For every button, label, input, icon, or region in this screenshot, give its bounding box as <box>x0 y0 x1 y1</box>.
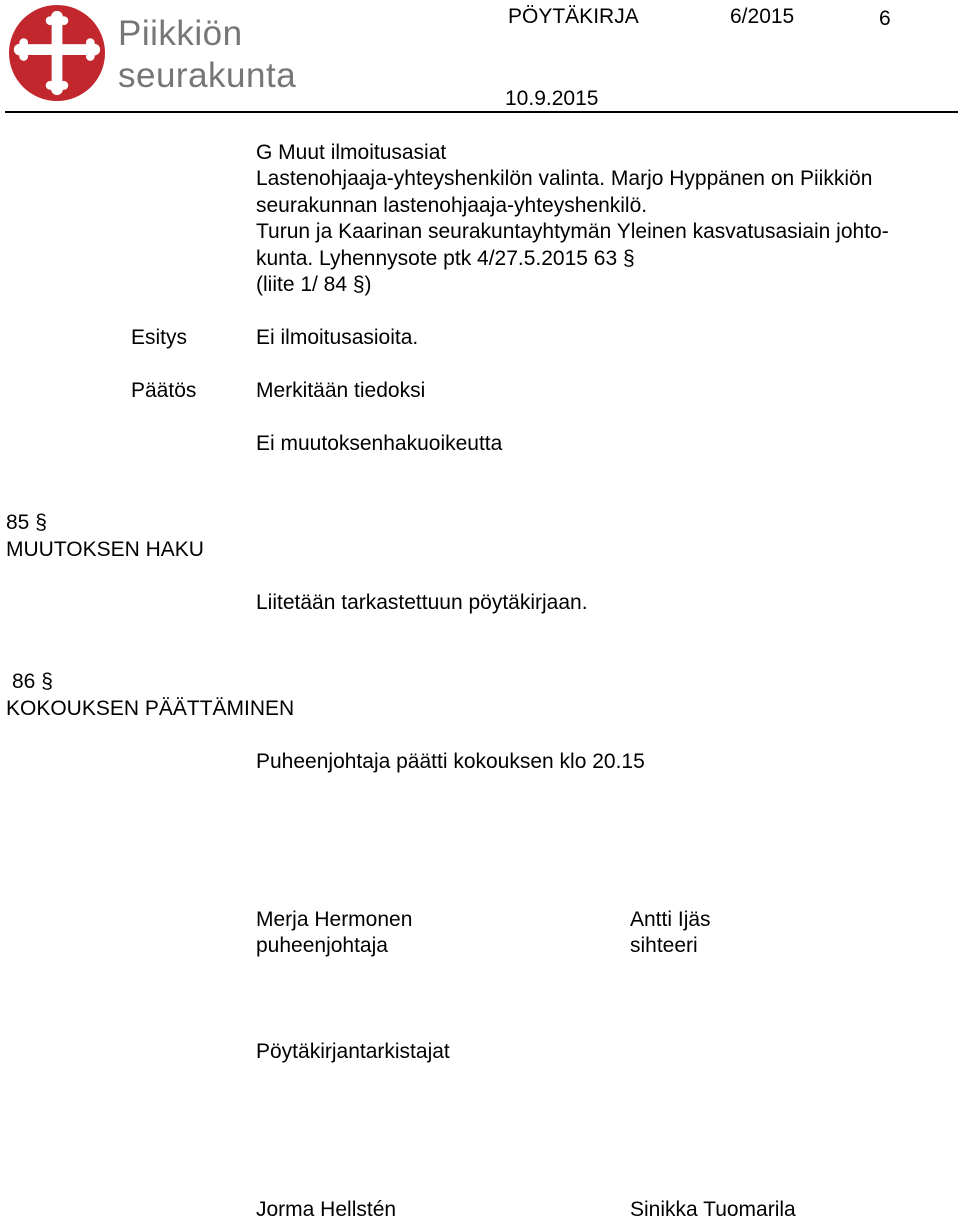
secretary-role: sihteeri <box>630 934 698 957</box>
page-number: 6 <box>879 7 891 30</box>
checker-2-name: Sinikka Tuomarila <box>630 1198 796 1221</box>
paatos-text: Merkitään tiedoksi <box>256 379 426 402</box>
item-g-line: G Muut ilmoitusasiat <box>256 141 447 164</box>
item-g-line: Turun ja Kaarinan seurakuntayhtymän Yleinen kasvatusasiain johto- <box>256 220 889 243</box>
esitys-label: Esitys <box>131 326 188 349</box>
checker-1-name: Jorma Hellstén <box>256 1198 397 1221</box>
parish-logo-icon <box>8 4 106 102</box>
document-date: 10.9.2015 <box>505 87 599 110</box>
secretary-name: Antti Ijäs <box>630 908 711 931</box>
org-name-line2: seurakunta <box>118 56 297 95</box>
item-g-line: Lastenohjaaja-yhteyshenkilön valinta. Marjo Hyppänen on Piikkiön <box>256 167 873 190</box>
appeal-text: Ei muutoksenhakuoikeutta <box>256 432 503 455</box>
section-85-title: MUUTOKSEN HAKU <box>6 538 204 561</box>
section-85-text: Liitetään tarkastettuun pöytäkirjaan. <box>256 591 588 614</box>
item-g-line: seurakunnan lastenohjaaja-yhteyshenkilö. <box>256 194 648 217</box>
chair-name: Merja Hermonen <box>256 908 413 931</box>
header-divider <box>5 111 958 113</box>
section-86-text: Puheenjohtaja päätti kokouksen klo 20.15 <box>256 750 645 773</box>
paatos-label: Päätös <box>131 379 197 402</box>
chair-role: puheenjohtaja <box>256 934 388 957</box>
section-85-number: 85 § <box>6 511 47 534</box>
section-86-title: KOKOUKSEN PÄÄTTÄMINEN <box>6 697 295 720</box>
document-type: PÖYTÄKIRJA <box>508 5 639 28</box>
esitys-text: Ei ilmoitusasioita. <box>256 326 419 349</box>
section-86-number: 86 § <box>12 670 53 693</box>
item-g-line: kunta. Lyhennysote ptk 4/27.5.2015 63 § <box>256 247 635 270</box>
document-number: 6/2015 <box>730 5 795 28</box>
item-g-line: (liite 1/ 84 §) <box>256 273 372 296</box>
checkers-label: Pöytäkirjantarkistajat <box>256 1040 450 1063</box>
org-name-line1: Piikkiön <box>118 14 243 53</box>
